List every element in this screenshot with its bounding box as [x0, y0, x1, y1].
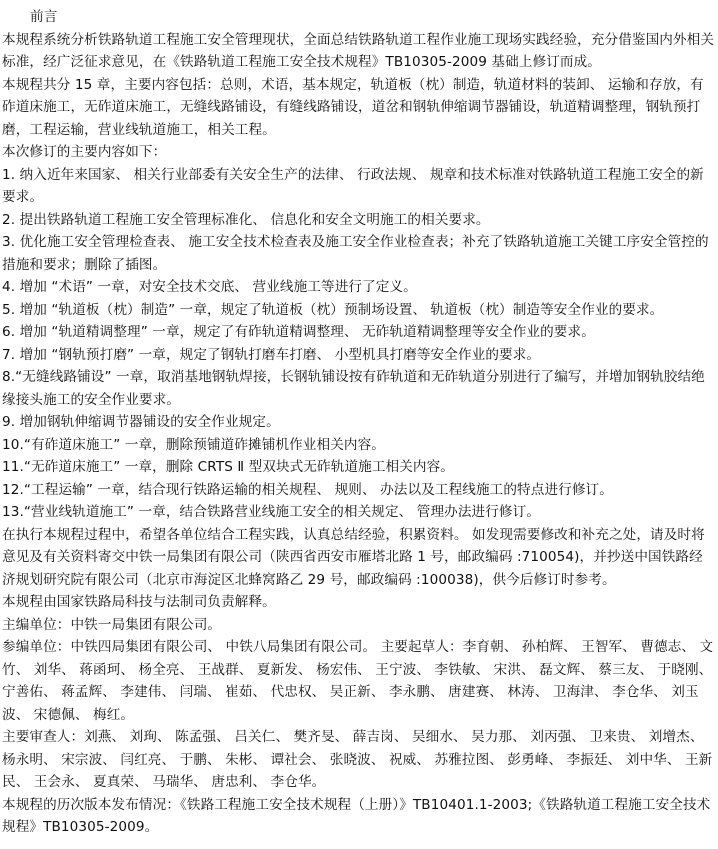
revision-item-6: 6. 增加 “轨道精调整理” 一章，规定了有砟轨道精调整理、 无砟轨道精调整理等安全作业的要求。: [2, 324, 595, 340]
paragraph-participants: 参编单位：中铁四局集团有限公司、 中铁八局集团有限公司。 主要起草人：李育朝、 孙柏辉、 王智军、 曹德志、 文竹、 刘华、 蒋函珂、 杨全亮、 王战群、 夏新发、 杨宏伟、 王宁波、 李铁敏、 宋洪、 磊文辉、 蔡三友、 于晓刚、 宁善佑、 蒋孟辉、 李建伟、 闫瑞、 崔茹、 代忠权、 吴正新、 李永鹏、 唐建赛、 林涛、 卫海津、 李仓华、 刘玉波、 宋德佩、 梅红。: [2, 639, 714, 723]
paragraph-intro: 本规程系统分析铁路轨道工程施工安全管理现状，全面总结铁路轨道工程作业施工现场实践经验，充分借鉴国内外相关标准，经广泛征求意见，在《铁路轨道工程施工安全技术规程》TB10305-2009 基础上修订而成。: [2, 31, 715, 70]
revision-item-2: 2. 提出铁路轨道工程施工安全管理标准化、 信息化和安全文明施工的相关要求。: [2, 211, 490, 228]
revision-item-3: 3. 优化施工安全管理检查表、 施工安全技术检查表及施工安全作业检查表；补充了铁路轨道施工关键工序安全管控的措施和要求；删除了插图。: [2, 234, 709, 273]
revision-item-11: 11.“无砟道床施工” 一章，删除 CRTS Ⅱ 型双块式无砟轨道施工相关内容。: [2, 459, 454, 475]
revision-item-12: 12.“工程运输” 一章，结合现行铁路运输的相关规程、 规则、 办法以及工程线施工的特点进行修订。: [2, 481, 613, 498]
paragraph-revision-lead: 本次修订的主要内容如下：: [2, 144, 167, 160]
revision-item-5: 5. 增加 “轨道板（枕）制造” 一章，规定了轨道板（枕）预制场设置、 轨道板（枕）制造等安全作业的要求。: [2, 301, 664, 318]
paragraph-history: 本规程的历次版本发布情况：《铁路工程施工安全技术规程（上册）》TB10401.1-2003;《铁路轨道工程施工安全技术规程》TB10305-2009。: [2, 796, 711, 835]
paragraph-interpretation: 本规程由国家铁路局科技与法制司负责解释。: [2, 594, 276, 610]
paragraph-chief-editor: 主编单位：中铁一局集团有限公司。: [2, 616, 222, 633]
paragraph-feedback: 在执行本规程过程中，希望各单位结合工程实践，认真总结经验，积累资料。 如发现需要修改和补充之处，请及时将意见及有关资料寄交中铁一局集团有限公司（陕西省西安市雁塔北路 1 号，邮政编码 :710054)，并抄送中国铁路经济规划研究院有限公司（北京市海淀区北蜂窝路乙 29 号，邮政编码 :100038)，供今后修订时参考。: [2, 526, 705, 588]
paragraph-contents: 本规程共分 15 章，主要内容包括：总则，术语，基本规定，轨道板（枕）制造，轨道材料的装卸、 运输和存放，有砟道床施工，无砟道床施工，无缝线路铺设，有缝线路铺设，道岔和钢轨伸缩调节器铺设，轨道精调整理，钢轨预打磨，工程运输，营业线轨道施工，相关工程。: [2, 76, 704, 138]
paragraph-reviewers: 主要审查人：刘燕、 刘珣、 陈孟强、 吕关仁、 樊齐旻、 薛吉岗、 吴细水、 吴力那、 刘丙强、 卫来贵、 刘增杰、 杨永明、 宋宗波、 闫红亮、 于鹏、 朱彬、 谭社会、 张晓波、 祝威、 苏雅拉图、 彭勇峰、 李振廷、 刘中华、 王新民、 王会永、 夏真荣、 马瑞华、 唐忠利、 李仓华。: [2, 729, 713, 790]
revision-item-1: 1. 纳入近年来国家、 相关行业部委有关安全生产的法律、 行政法规、 规章和技术标准对铁路轨道工程施工安全的新要求。: [2, 166, 704, 205]
revision-item-4: 4. 增加 “术语” 一章，对安全技术交底、 营业线施工等进行了定义。: [2, 279, 417, 295]
revision-item-10: 10.“有砟道床施工” 一章，删除预铺道砟摊铺机作业相关内容。: [2, 436, 385, 453]
revision-item-7: 7. 增加 “钢轨预打磨” 一章，规定了钢轨打磨车打磨、 小型机具打磨等安全作业的要求。: [2, 346, 541, 363]
revision-item-13: 13.“营业线轨道施工” 一章，结合铁路营业线施工安全的相关规定、 管理办法进行修订。: [2, 504, 541, 520]
section-heading: 前言: [30, 9, 58, 25]
revision-item-9: 9. 增加钢轨伸缩调节器铺设的安全作业规定。: [2, 414, 280, 430]
revision-item-8: 8.“无缝线路铺设” 一章，取消基地钢轨焊接，长钢轨铺设按有砟轨道和无砟轨道分别进行了编写，并增加钢轨胶结绝缘接头施工的安全作业要求。: [2, 369, 705, 408]
